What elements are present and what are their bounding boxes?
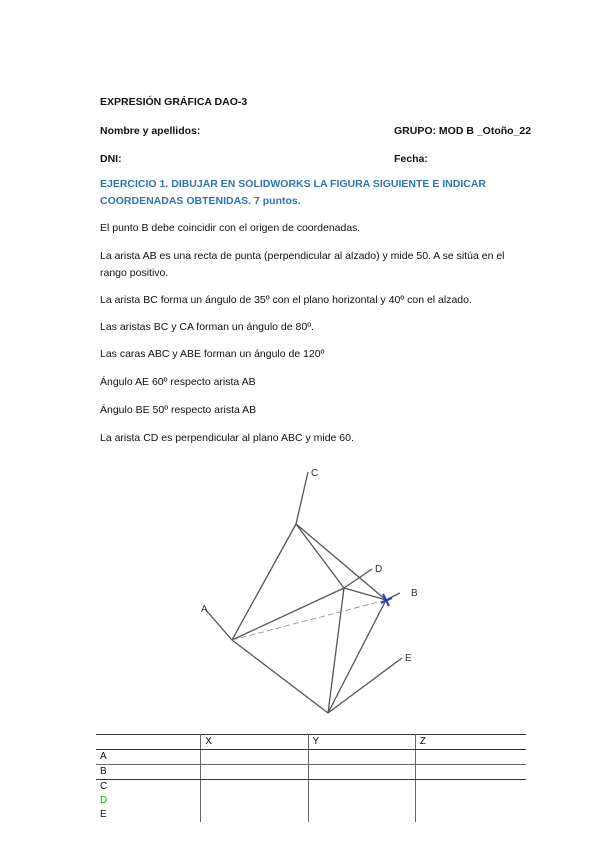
point-e-label: E [96, 808, 201, 822]
point-e-z-cell[interactable] [415, 808, 526, 822]
point-d-x-cell[interactable] [201, 794, 308, 808]
point-b-x-cell[interactable] [201, 765, 308, 780]
label-b: B [411, 588, 418, 599]
header-x: X [201, 735, 308, 750]
statement-2: La arista AB es una recta de punta (perpendicular al alzado) y mide 50. A se sitúa en el rango positivo. [100, 250, 505, 279]
edge-top-mid [296, 524, 344, 588]
point-d-label: D [96, 794, 201, 808]
table-row [96, 794, 526, 808]
dni-label: DNI: [100, 153, 122, 165]
table-row [96, 750, 526, 765]
label-e: E [405, 653, 412, 664]
edge-e-line [328, 658, 402, 713]
table-row [96, 808, 526, 822]
point-c-y-cell[interactable] [308, 780, 415, 795]
edge-b-bottom [328, 600, 386, 713]
statement-8: La arista CD es perpendicular al plano ABC y mide 60. [100, 432, 354, 444]
document-title: EXPRESIÓN GRÁFICA DAO-3 [100, 96, 248, 108]
header-point [96, 735, 201, 750]
point-b-z-cell[interactable] [415, 765, 526, 780]
point-d-y-cell[interactable] [308, 794, 415, 808]
statement-7: Ángulo BE 50º respecto arista AB [100, 404, 257, 416]
coordinates-table [96, 734, 526, 822]
point-e-x-cell[interactable] [201, 808, 308, 822]
point-e-y-cell[interactable] [308, 808, 415, 822]
point-a-z-cell[interactable] [415, 750, 526, 765]
label-a: A [201, 604, 208, 615]
header-z: Z [415, 735, 526, 750]
group-label: GRUPO: MOD B _Otoño_22 [394, 125, 532, 137]
table-row [96, 765, 526, 780]
point-b-label: B [96, 765, 201, 780]
edge-a-mid [232, 588, 344, 640]
point-c-x-cell[interactable] [201, 780, 308, 795]
point-c-label: C [96, 780, 201, 795]
statement-1: El punto B debe coincidir con el origen de coordenadas. [100, 222, 361, 234]
point-d-z-cell[interactable] [415, 794, 526, 808]
label-c: C [311, 468, 319, 479]
geometry-figure [168, 456, 430, 724]
statement-5: Las caras ABC y ABE forman un ángulo de 120º [100, 348, 325, 360]
point-b-y-cell[interactable] [308, 765, 415, 780]
statement-6: Ángulo AE 60º respecto arista AB [100, 376, 256, 388]
point-a-x-cell[interactable] [201, 750, 308, 765]
origin-marker [381, 594, 392, 606]
header-y: Y [308, 735, 415, 750]
point-a-label: A [96, 750, 201, 765]
edge-mid-bottom [328, 588, 344, 713]
table-header-row [96, 735, 526, 750]
table-row [96, 780, 526, 795]
edge-a-bottom [232, 640, 328, 713]
exercise-heading: EJERCICIO 1. DIBUJAR EN SOLIDWORKS LA FIGURA SIGUIENTE E INDICAR COORDENADAS OBTENIDAS. 7 puntos. [100, 178, 487, 207]
date-label: Fecha: [394, 153, 428, 165]
edge-top-left [232, 524, 296, 640]
edge-c-line [296, 472, 308, 524]
edge-ab-dashed [232, 600, 386, 640]
edge-top-right [296, 524, 386, 600]
edge-a-left [205, 609, 232, 640]
label-d: D [375, 564, 383, 575]
point-c-z-cell[interactable] [415, 780, 526, 795]
statement-3: La arista BC forma un ángulo de 35º con el plano horizontal y 40º con el alzado. [100, 294, 472, 306]
statement-4: Las aristas BC y CA forman un ángulo de 80º. [100, 321, 314, 333]
point-a-y-cell[interactable] [308, 750, 415, 765]
name-label: Nombre y apellidos: [100, 125, 201, 137]
